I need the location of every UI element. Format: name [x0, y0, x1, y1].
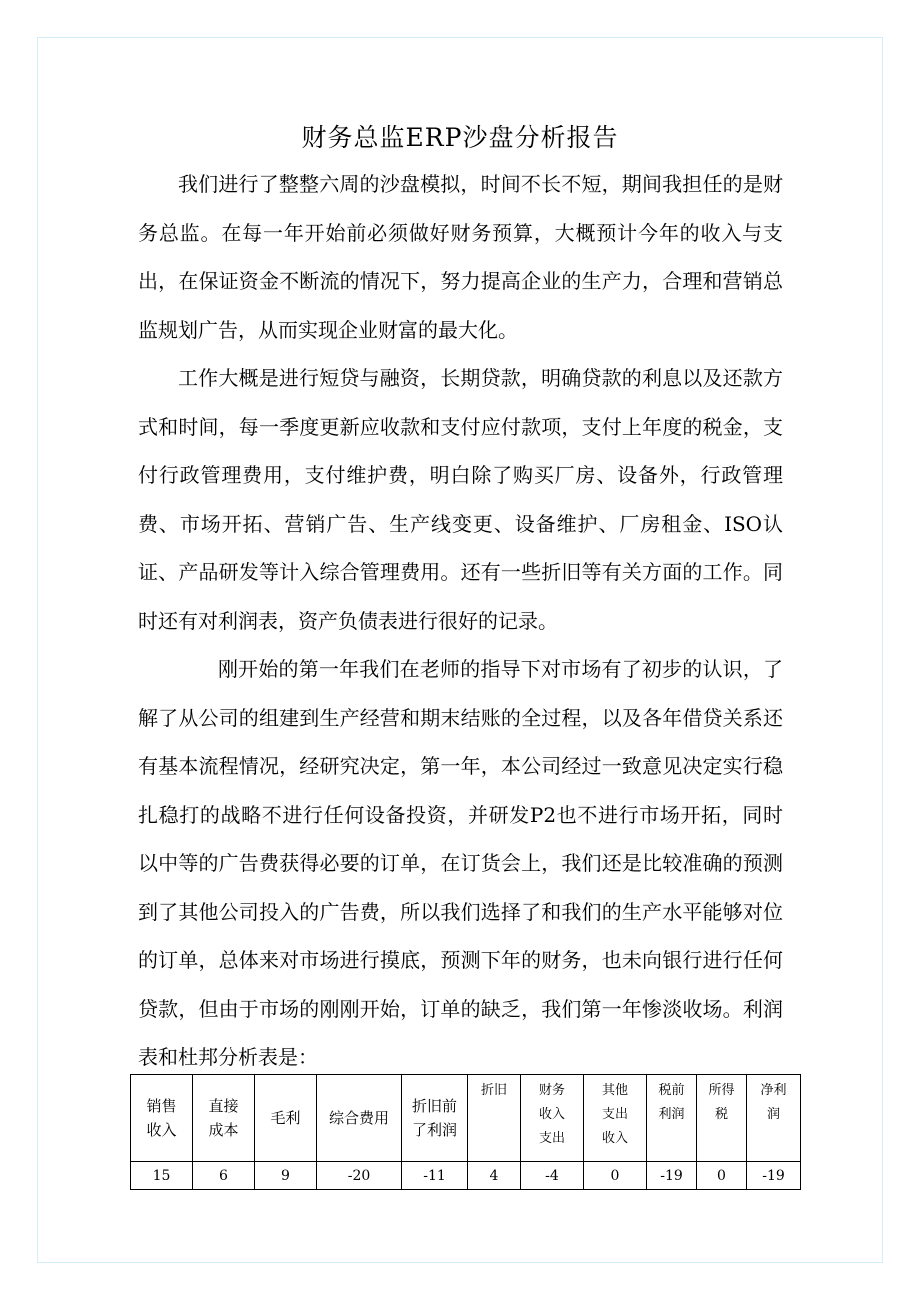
table-cell: -4 — [521, 1162, 584, 1190]
table-row — [131, 1162, 801, 1190]
table-cell: 0 — [697, 1162, 747, 1190]
header-cell-pre-depreciation: 折旧前 了利润 — [402, 1075, 468, 1162]
header-cell-depreciation: 折旧 — [468, 1075, 521, 1162]
table-cell: -11 — [402, 1162, 468, 1190]
paragraph-1: 我们进行了整整六周的沙盘模拟，时间不长不短，期间我担任的是财务总监。在每一年开始前必须做好财务预算，大概预计今年的收入与支出，在保证资金不断流的情况下，努力提高企业的生产力，合理和营销总监规划广告，从而实现企业财富的最大化。 — [138, 172, 783, 342]
header-cell-other: 其他 支出 收入 — [584, 1075, 647, 1162]
header-cell-pretax-profit: 税前 利润 — [647, 1075, 697, 1162]
table-cell: -20 — [317, 1162, 402, 1190]
paragraph-3: 刚开始的第一年我们在老师的指导下对市场有了初步的认识，了解了从公司的组建到生产经营和期末结账的全过程，以及各年借贷关系还有基本流程情况，经研究决定，第一年，本公司经过一致意见决定实行稳扎稳打的战略不进行任何设备投资，并研发P2也不进行市场开拓，同时以中等的广告费获得必要的订单，在订货会上，我们还是比较准确的预测到了其他公司投入的广告费，所以我们选择了和我们的生产水平能够对位的订单，总体来对市场进行摸底，预测下年的财务，也未向银行进行任何贷款，但由于市场的刚刚开始，订单的缺乏，我们第一年惨淡收场。利润表和杜邦分析表是： — [138, 657, 783, 1069]
header-cell-direct-cost: 直接 成本 — [193, 1075, 255, 1162]
table-cell: -19 — [747, 1162, 801, 1190]
header-cell-gross-profit: 毛利 — [255, 1075, 317, 1162]
header-cell-finance: 财务 收入 支出 — [521, 1075, 584, 1162]
header-cell-sales: 销售 收入 — [131, 1075, 193, 1162]
table-cell: 15 — [131, 1162, 193, 1190]
table-cell: -19 — [647, 1162, 697, 1190]
header-cell-overhead: 综合费用 — [317, 1075, 402, 1162]
table-cell: 6 — [193, 1162, 255, 1190]
document-title: 财务总监ERP沙盘分析报告 — [301, 123, 619, 152]
header-cell-income-tax: 所得 税 — [697, 1075, 747, 1162]
table-header-row — [131, 1075, 801, 1162]
profit-table — [130, 1074, 801, 1190]
table-cell: 4 — [468, 1162, 521, 1190]
table-cell: 9 — [255, 1162, 317, 1190]
paragraph-2: 工作大概是进行短贷与融资，长期贷款，明确贷款的利息以及还款方式和时间，每一季度更新应收款和支付应付款项，支付上年度的税金，支付行政管理费用，支付维护费，明白除了购买厂房、设备外，行政管理费、市场开拓、营销广告、生产线变更、设备维护、厂房租金、ISO认证、产品研发等计入综合管理费用。还有一些折旧等有关方面的工作。同时还有对利润表，资产负债表进行很好的记录。 — [138, 366, 783, 633]
table-cell: 0 — [584, 1162, 647, 1190]
header-cell-net-profit: 净利 润 — [747, 1075, 801, 1162]
